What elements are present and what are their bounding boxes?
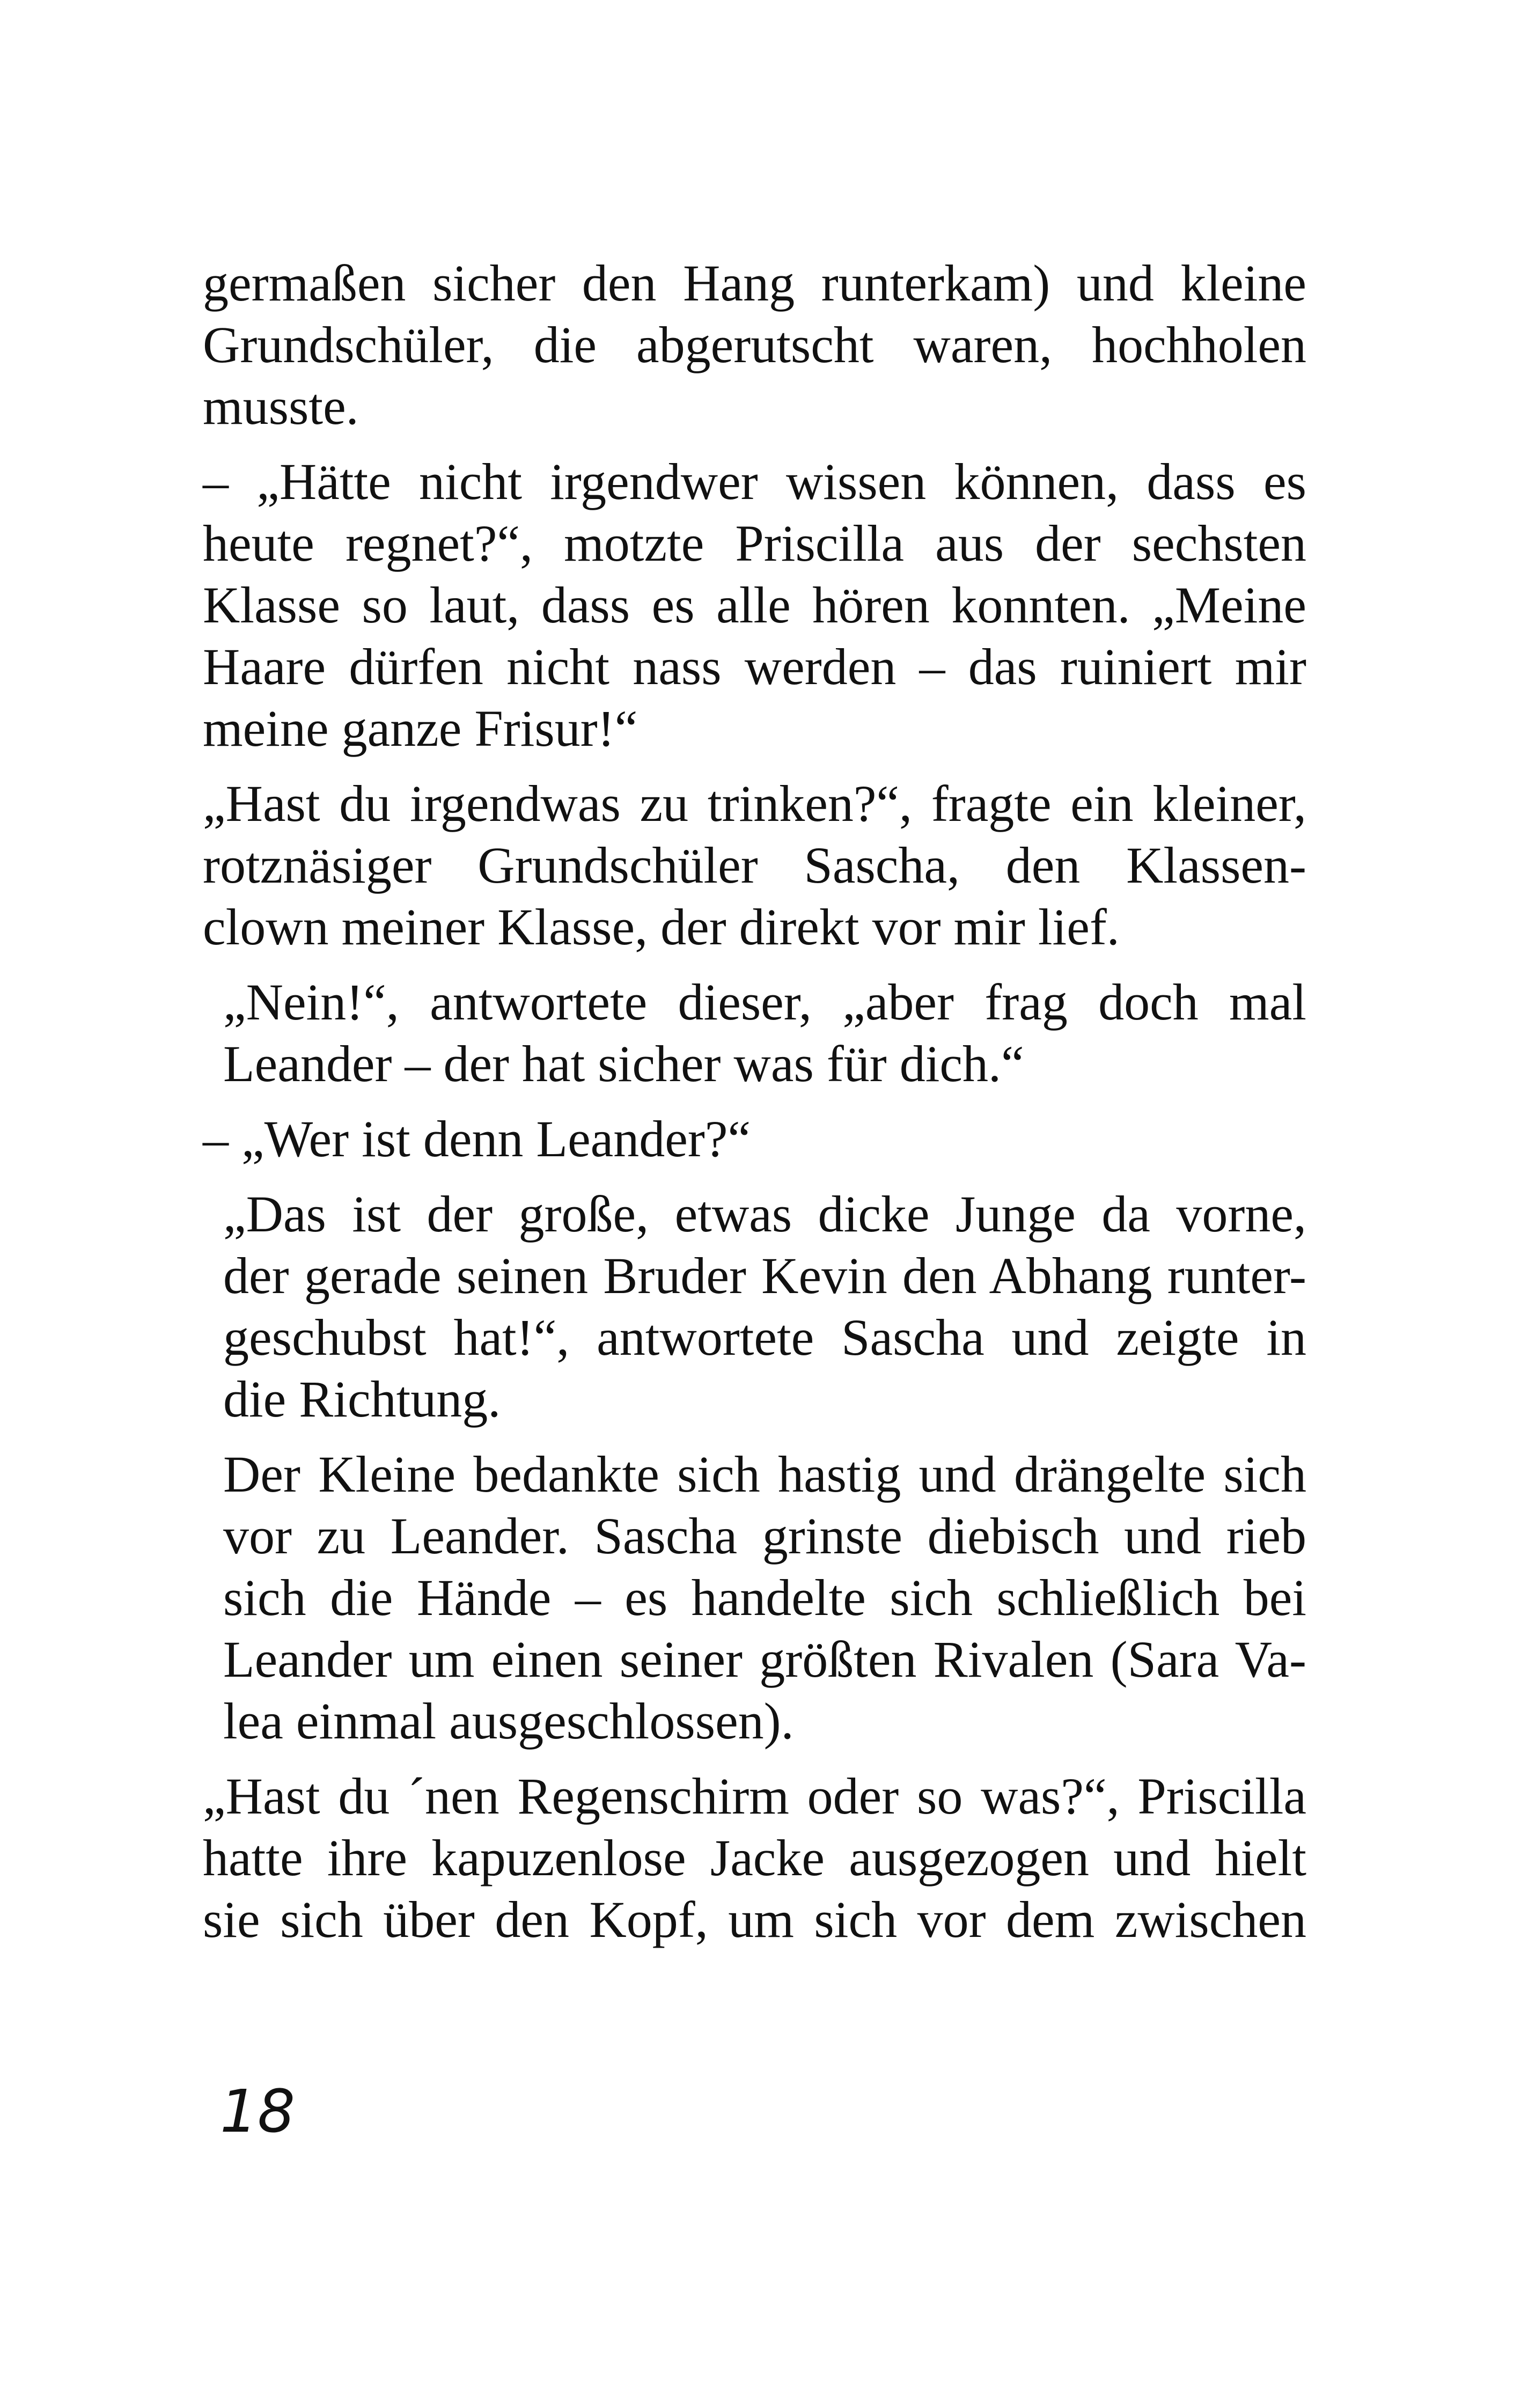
text-line: meine ganze Frisur!“ [203, 700, 638, 757]
paragraph [203, 1443, 1306, 1752]
page-number: 18 [220, 2077, 295, 2146]
text-line: hatte ihre kapuzenlose Jacke ausgezogen und hielt [203, 1829, 1306, 1886]
paragraph [203, 1108, 1306, 1170]
paragraph [203, 971, 1306, 1095]
text-line: „Hast du ´nen Regenschirm oder so was?“, Priscilla [203, 1767, 1306, 1825]
text-line: Klasse so laut, dass es alle hören konnten. „Meine [203, 576, 1306, 634]
text-line: musste. [203, 378, 359, 435]
text-line: Der Kleine bedankte sich hastig und drängelte sich [223, 1445, 1306, 1503]
text-line: geschubst hat!“, antwortete Sascha und zeigte in [223, 1309, 1306, 1366]
text-line: sie sich über den Kopf, um sich vor dem zwischen [203, 1891, 1306, 1948]
text-line: clown meiner Klasse, der direkt vor mir lief. [203, 898, 1120, 956]
paragraph [203, 773, 1306, 958]
text-line: heute regnet?“, motzte Priscilla aus der sechsten [203, 515, 1306, 572]
text-line: – „Wer ist denn Leander?“ [203, 1110, 751, 1168]
text-line: Leander um einen seiner größten Rivalen (Sara Va- [223, 1631, 1306, 1688]
text-line: die Richtung. [223, 1370, 501, 1428]
text-line: Leander – der hat sicher was für dich.“ [223, 1035, 1024, 1092]
paragraph [203, 1765, 1306, 1950]
text-line: Haare dürfen nicht nass werden – das ruiniert mir [203, 638, 1306, 695]
text-line: vor zu Leander. Sascha grinste diebisch und rieb [223, 1507, 1306, 1565]
text-line: lea einmal ausgeschlossen). [223, 1692, 794, 1750]
text-line: germaßen sicher den Hang runterkam) und kleine [203, 254, 1306, 312]
text-line: Grundschüler, die abgerutscht waren, hochholen [203, 316, 1306, 373]
paragraph [203, 1183, 1306, 1430]
text-line: „Das ist der große, etwas dicke Junge da vorne, [223, 1185, 1306, 1243]
text-line: sich die Hände – es handelte sich schließlich bei [223, 1569, 1306, 1626]
text-line: rotznäsiger Grundschüler Sascha, den Klassen- [203, 836, 1306, 894]
paragraph [203, 252, 1306, 437]
paragraph [203, 451, 1306, 759]
text-line: – „Hätte nicht irgendwer wissen können, dass es [203, 453, 1306, 510]
text-line: „Hast du irgendwas zu trinken?“, fragte ein kleiner, [203, 775, 1306, 832]
body-text [203, 252, 1306, 1964]
text-line: der gerade seinen Bruder Kevin den Abhang runter- [223, 1247, 1306, 1304]
text-line: „Nein!“, antwortete dieser, „aber frag doch mal [223, 973, 1306, 1031]
